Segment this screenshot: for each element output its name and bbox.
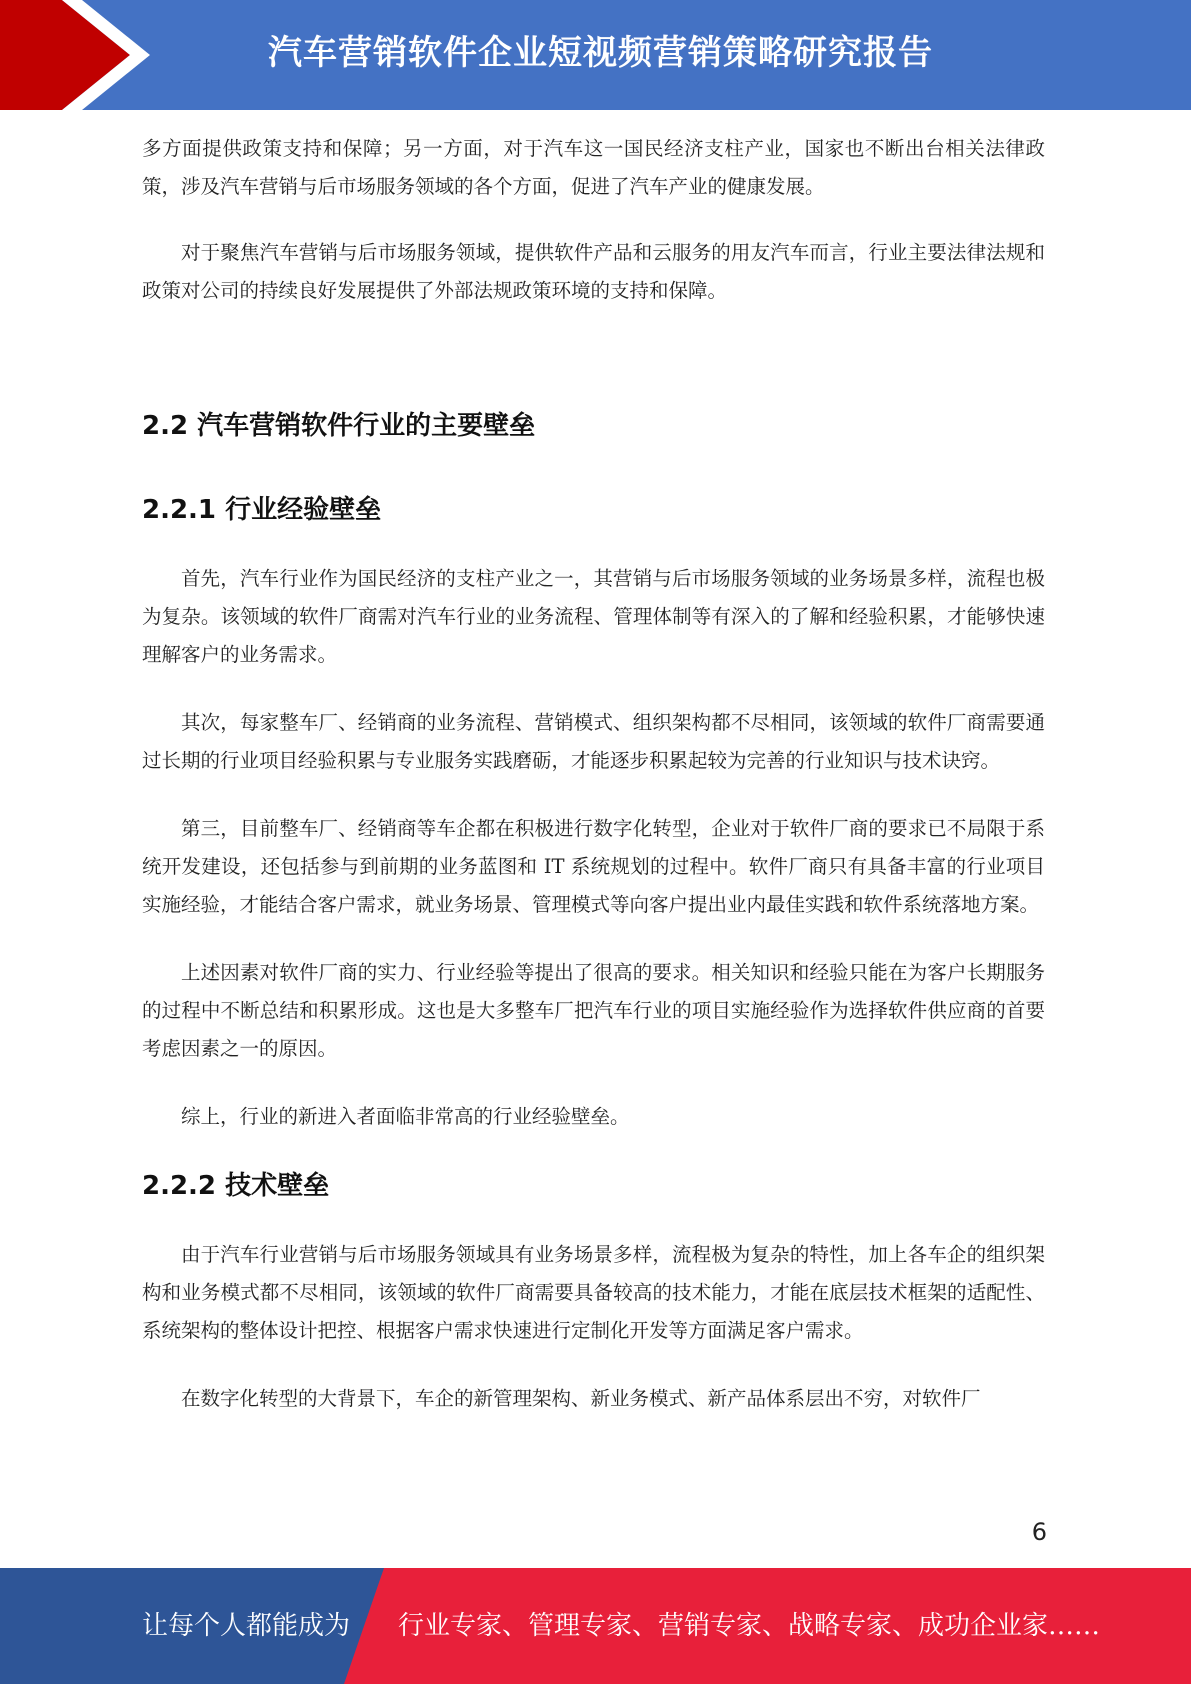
paragraph: 第三，目前整车厂、经销商等车企都在积极进行数字化转型，企业对于软件厂商的要求已不局限于系统开发建设，还包括参与到前期的业务蓝图和 IT 系统规划的过程中。软件厂商只有具备丰富的行业项目实施经验，才能结合客户需求，就业务场景、管理模式等向客户提出业内最佳实践和软件系统落地方案。: [142, 817, 1045, 916]
page-number: 6: [1031, 1518, 1047, 1546]
paragraph: 上述因素对软件厂商的实力、行业经验等提出了很高的要求。相关知识和经验只能在为客户长期服务的过程中不断总结和积累形成。这也是大多整车厂把汽车行业的项目实施经验作为选择软件供应商的首要考虑因素之一的原因。: [142, 961, 1045, 1060]
section-heading-2-2: 2.2 汽车营销软件行业的主要壁垒: [142, 411, 536, 441]
paragraph: 在数字化转型的大背景下，车企的新管理架构、新业务模式、新产品体系层出不穷，对软件厂: [181, 1387, 981, 1410]
paragraph: 综上，行业的新进入者面临非常高的行业经验壁垒。: [181, 1105, 630, 1128]
paragraph: 多方面提供政策支持和保障；另一方面，对于汽车这一国民经济支柱产业，国家也不断出台相关法律政策，涉及汽车营销与后市场服务领域的各个方面，促进了汽车产业的健康发展。: [142, 137, 1045, 198]
report-title: 汽车营销软件企业短视频营销策略研究报告: [268, 33, 933, 73]
page-header: [0, 0, 1191, 110]
paragraph: 其次，每家整车厂、经销商的业务流程、营销模式、组织架构都不尽相同，该领域的软件厂商需要通过长期的行业项目经验积累与专业服务实践磨砺，才能逐步积累起较为完善的行业知识与技术诀窍。: [142, 711, 1045, 772]
paragraph: 由于汽车行业营销与后市场服务领域具有业务场景多样，流程极为复杂的特性，加上各车企的组织架构和业务模式都不尽相同，该领域的软件厂商需要具备较高的技术能力，才能在底层技术框架的适配性、系统架构的整体设计把控、根据客户需求快速进行定制化开发等方面满足客户需求。: [142, 1243, 1045, 1342]
section-heading-2-2-2: 2.2.2 技术壁垒: [142, 1171, 330, 1201]
document-body: [142, 130, 1045, 1418]
paragraph: 对于聚焦汽车营销与后市场服务领域，提供软件产品和云服务的用友汽车而言，行业主要法律法规和政策对公司的持续良好发展提供了外部法规政策环境的支持和保障。: [142, 241, 1045, 302]
paragraph: 首先，汽车行业作为国民经济的支柱产业之一，其营销与后市场服务领域的业务场景多样，流程也极为复杂。该领域的软件厂商需对汽车行业的业务流程、管理体制等有深入的了解和经验积累，才能够快速理解客户的业务需求。: [142, 567, 1045, 666]
section-heading-2-2-1: 2.2.1 行业经验壁垒: [142, 495, 382, 525]
footer-slogan-right: 行业专家、管理专家、营销专家、战略专家、成功企业家……: [398, 1611, 1101, 1641]
footer-slogan-left: 让每个人都能成为: [142, 1611, 351, 1641]
page-footer: [0, 1568, 1191, 1684]
